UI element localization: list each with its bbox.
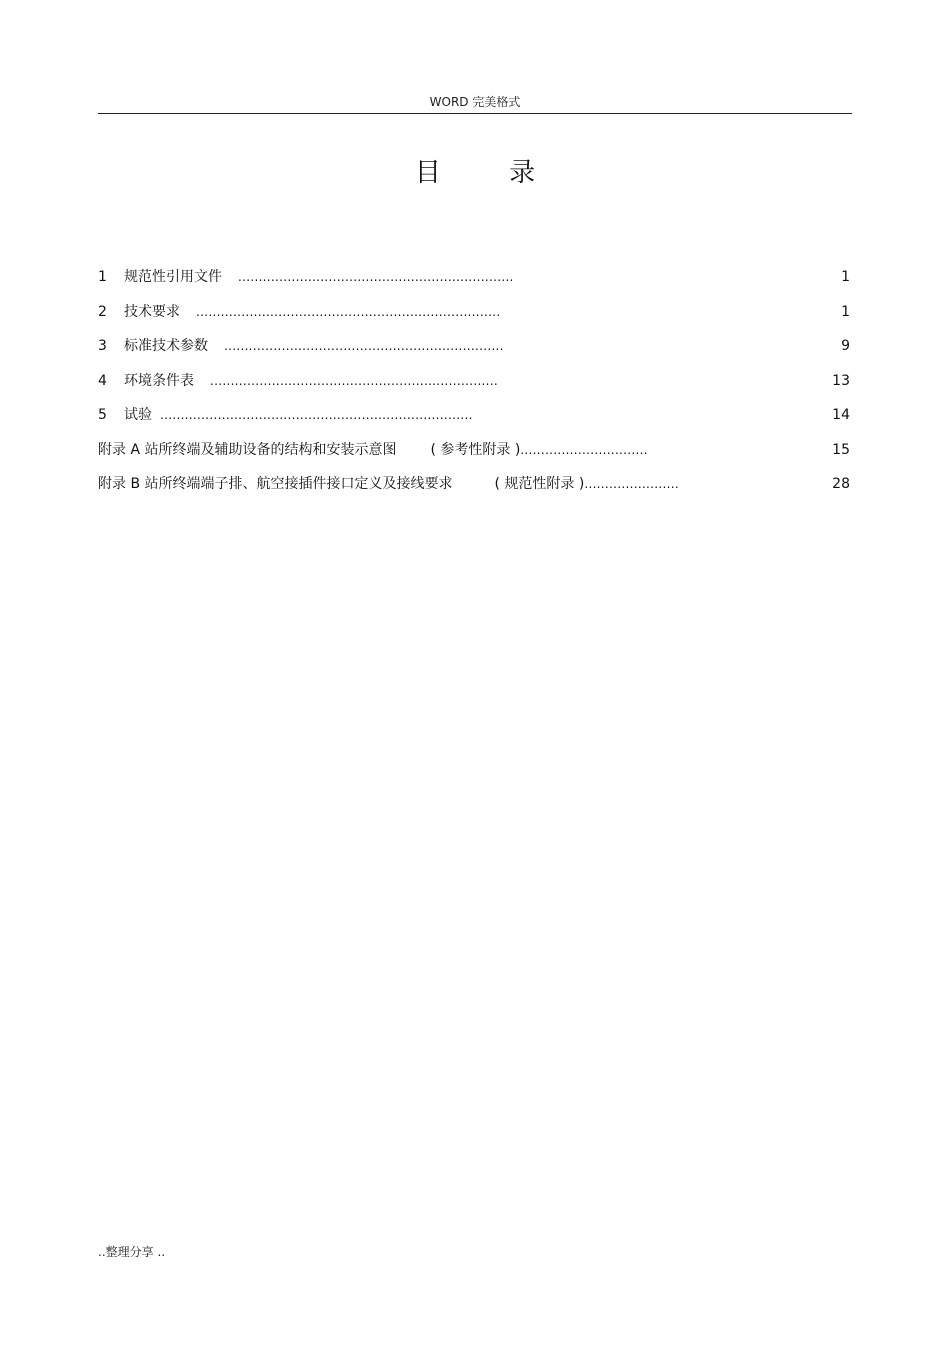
toc-leader-dots: ................................................................... [238,270,514,284]
toc-title: 目 录 [414,158,566,188]
toc-entry-5[interactable] [98,400,852,435]
toc-entry-annotation: ( 规范性附录 ) [494,476,585,492]
toc-entry-text: 环境条件表 [124,372,194,389]
toc-leader-dots: ...................................................................... [210,373,499,388]
toc-leader-dots: .......................................................................... [196,304,501,319]
toc-entry-appendix-b[interactable] [98,469,852,504]
toc-page-number: 13 [832,372,850,389]
toc-entry-text: 规范性引用文件 [124,269,222,285]
page-footer: ..整理分享 .. [98,1245,166,1259]
toc-entry-1[interactable] [98,262,852,297]
toc-page-number: 1 [841,269,850,285]
toc-entry-number: 5 [98,407,107,423]
toc-entry-text: 试验 [124,407,152,423]
toc-entry-number: 1 [98,269,107,285]
toc-entry-number: 3 [98,338,107,354]
toc-leader-dots: ............................................................................ [160,408,473,422]
toc-leader-dots: ............................... [520,442,648,457]
toc-leader-dots: ....................... [584,477,679,491]
toc-page-number: 9 [841,338,850,354]
toc-entry-text: 技术要求 [124,303,180,320]
toc-page-number: 14 [832,407,850,423]
toc-entry-number: 4 [98,372,107,389]
page-header: WORD 完美格式 [429,95,521,109]
toc-entry-text: 标准技术参数 [124,338,208,354]
toc-leader-dots: .................................................................... [224,339,504,353]
toc-entry-text: 附录 B 站所终端端子排、航空接插件接口定义及接线要求 [98,476,453,492]
toc-page-number: 15 [832,441,850,458]
toc-entry-text: 附录 A 站所终端及辅助设备的结构和安装示意图 [98,441,397,458]
toc-entry-3[interactable] [98,331,852,366]
toc-page-number: 28 [832,476,850,492]
toc-entry-number: 2 [98,303,107,320]
toc-page-number: 1 [841,303,850,320]
toc-entry-annotation: ( 参考性附录 ) [430,441,521,458]
header-rule [98,113,852,114]
toc-entry-appendix-a[interactable] [98,435,852,470]
toc-entry-2[interactable] [98,297,852,332]
toc-entry-4[interactable] [98,366,852,401]
table-of-contents [98,262,852,504]
